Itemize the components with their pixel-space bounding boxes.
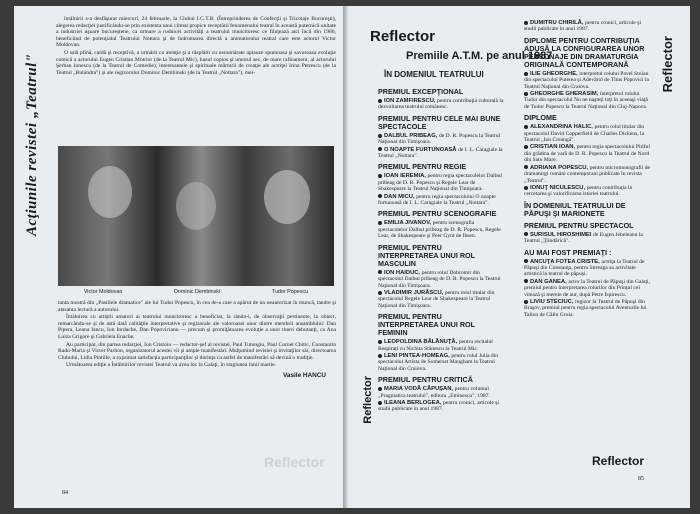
right-page-number: 85 [638, 476, 644, 482]
award-entry [524, 165, 650, 184]
award-entry [378, 147, 504, 160]
award-recipient: DALBUL PRIBEAG, [384, 132, 439, 139]
bullet-icon [524, 259, 528, 263]
award-recipient: ION ZAMFIRESCU, [384, 98, 438, 104]
caption-3: Tudor Popescu [271, 289, 309, 295]
award-entry [524, 144, 650, 163]
bullet-icon [378, 174, 382, 178]
awards-column-2 [524, 20, 650, 319]
award-entry [524, 279, 650, 298]
reflector-side-label-top: Reflector [660, 36, 675, 93]
signature: Vasile HANCU [283, 371, 326, 379]
award-entry [378, 386, 504, 399]
bullet-icon [378, 354, 382, 358]
bullet-icon [378, 401, 382, 405]
award-heading: PREMIUL PENTRU CRITICĂ [378, 375, 473, 385]
award-recipient: DAN GANEA, [530, 278, 569, 285]
bullet-icon [524, 186, 528, 190]
award-heading: PREMIUL PENTRU INTERPRETAREA UNUI ROL MASCULIN [378, 242, 475, 268]
award-description: pentru rolul titular din spectacolul David Copperfield de Charles Dickens, la Teatrul „Ion Creangă". [524, 124, 645, 144]
caption-2: Dominic Dembinski [174, 289, 221, 295]
award-recipient: LIVIU STECIUC, [530, 298, 576, 305]
award-recipient: DUMITRU CHIRILĂ, [530, 20, 586, 26]
left-page [14, 6, 344, 508]
caption-1: Victor Moldovan [83, 289, 123, 295]
award-entry [378, 98, 504, 111]
bullet-icon [378, 221, 382, 225]
award-entry [378, 194, 504, 207]
award-recipient: LENI PINTEA-HOMEAG, [384, 352, 452, 359]
article-paragraph-3: tanta mostră din „Pastilele dramatice" ale lui Tudor Popescu, în cea de-a care a apărut de un neautorizat în muncă, tandre şi atasanta lectură a autorului. [58, 300, 336, 313]
article-paragraph-1: întâlnirii s-a desfăşurat miercuri, 24 februarie, la Clubul I.C.T.B. (Întreprinderea de Confecţii şi Tricotaje Bucureşti), alegerea redacţiei justificându-se prin existenta unui climat propice receptării fenomenului teatral în această puternică unitate a industriei uşoare bucureştene, ca urmare a rodnicei activităţi a teatrului muncitoresc ce fiinţează aici încă din 1980, beneficiind de potenţialul Teatrului Nottara şi de îndrumarea directă a animatorului teatral care este actorul Victor Moldovan. [56, 16, 336, 49]
bullet-icon [524, 279, 528, 283]
bullet-icon [378, 147, 382, 151]
award-recipient: GHEORGHE GHERASIM, [530, 91, 600, 98]
vertical-title: Acţiunile revistei „Teatrul" [24, 53, 40, 236]
award-entry [524, 299, 650, 318]
award-recipient: MARIA VODĂ CĂPUŞAN, [384, 386, 455, 393]
award-recipient: ADRIANA POPESCU, [530, 164, 590, 171]
bullet-icon [378, 387, 382, 391]
award-recipient: ALEXANDRINA HALIC, [530, 124, 595, 131]
award-description: pentru scenografia spectacolelor Dalbul pribeag de D. R. Popescu, Regele Lear, de Shakespeare şi Peer Gynt de Ibsen. [378, 220, 501, 240]
award-description: pentru rolul titular din spectacolul Regele Lear de Shakespeare la Teatrul Naţional din Timişoara. [378, 289, 495, 309]
bullet-icon [378, 340, 382, 344]
award-description: regizor la Teatrul de Păpuşi din Braşov, premiul pentru regia spectacolul Aventurile lui Talion de Călin Gruia. [524, 298, 647, 318]
award-recipient: SURISUL HIROSHIMEI [530, 231, 594, 238]
award-recipient: VLADIMIR JURĂSCU, [384, 289, 445, 296]
award-recipient: IONUŢ NICULESCU, [530, 184, 587, 191]
award-heading: PREMIUL PENTRU INTERPRETAREA UNUI ROL FEMININ [378, 312, 475, 338]
award-entry [378, 400, 504, 413]
bullet-icon [524, 21, 528, 25]
award-recipient: ANCUŢA FOTEA CRISTE, [530, 258, 602, 265]
main-title: Premiile A.T.M. pe anul 1987 [406, 50, 553, 62]
bullet-icon [378, 194, 382, 198]
award-entry [378, 133, 504, 146]
article-paragraph-2: O sală plină, caldă şi receptivă, a urmărit cu atenţie şi a răsplătit cu nenumărate aplauze spumoasa şi savuroasa evoluţie comică a actorului Eugen Cristian Motrior (de la Teatrul Mic), hazul copios şi umorul sec, de mare rafinament, al actorului Şerban Ionescu (de la Teatrul de Comedie), interesantele şi spirituale mărturii de creaţie ale actriţei Irina Petrescu (de la Teatrul „Bulandra") şi ale regizorului Dominic Dembinski (de la Teatrul „Nottara"), mei- [56, 49, 336, 76]
award-description: pentru rolul Julia din spectacolul Artista de Somerset Maugham la Teatrul Naţional din Craiova. [378, 352, 499, 372]
award-entry [378, 353, 504, 372]
award-entry [524, 232, 650, 245]
portrait-figure-2 [176, 182, 216, 230]
award-recipient: O NOAPTE FURTUNOASĂ [384, 146, 459, 153]
award-entry [378, 220, 504, 239]
award-recipient: EMILIA JIVANOV, [384, 220, 433, 227]
award-recipient: CRISTIAN IOAN, [530, 144, 577, 151]
award-heading: DIPLOME PENTRU CONTRIBUŢIA ADUSĂ LA CONFIGURAREA UNOR PERSONAJE DIN DRAMATURGIA ORIGINALĂ CONTEMPORANĂ [524, 35, 645, 69]
award-entry [378, 270, 504, 289]
award-description: de D. R. Popescu la Teatrul Naţional din Timişoara. [378, 132, 501, 146]
right-page [348, 6, 690, 508]
bullet-icon [524, 165, 528, 169]
award-heading: AU MAI FOST PREMIAŢI : [524, 247, 612, 257]
reflector-header: Reflector [370, 28, 436, 45]
award-description: actor la Teatrul de Păpuşi din Galaţi, premiul pentru interpretarea rolurilor din Prinţul cel vitează şi merele de aur, după Petre Ispirescu. [524, 278, 651, 298]
award-description: de I. L. Caragiale la Teatrul „Nottara". [378, 146, 503, 160]
bullet-icon [524, 72, 528, 76]
award-entry [524, 20, 650, 33]
award-recipient: DAN MICU, [384, 193, 417, 200]
bullet-icon [524, 145, 528, 149]
bullet-icon [378, 134, 382, 138]
award-description: pentru regia spectacolului Pitiful din grădina de vară de D. R. Popescu la Teatrul de Nord din Satu Mare. [524, 144, 650, 164]
award-description: actriţa la Teatrul de Păpuşi din Constanţa, pentru întreaga sa activitate artistică la teatrul de păpuşi. [524, 258, 645, 278]
award-entry [524, 259, 650, 278]
award-description: pentru volumul „Pragmatica teatrului", editura „Eminescu", 1987. [378, 386, 490, 399]
award-entry [378, 173, 504, 192]
award-description: pentru regia spectacolelor Dalbul pribeag de D. R. Popescu şi Regele Lear de Shakespeare la Teatrul Naţional din Timişoara. [378, 173, 502, 193]
bullet-icon [378, 99, 382, 103]
left-page-number: 84 [62, 490, 68, 496]
award-heading: PREMIUL PENTRU SCENOGRAFIE [378, 209, 497, 219]
award-entry [524, 91, 650, 110]
article-paragraph-6: Următoarea ediţie a Întâlnirilor revistei Teatrul va avea loc la Galaţi, în stagiunea lunii martie. [66, 362, 277, 369]
award-description: pentru cronici, articole şi studii publicate în anul 1987. [378, 399, 499, 413]
award-description: pentru rolul Dobromir din spectacolul Dalbul pribeag de D. R. Popescu la Teatrul Naţional din Timişoara. [378, 269, 501, 289]
bullet-icon [524, 125, 528, 129]
section-title: ÎN DOMENIUL TEATRULUI [384, 70, 484, 79]
award-entry [378, 339, 504, 352]
award-heading: PREMIUL PENTRU SPECTACOL [524, 220, 634, 230]
article-paragraph-5: Au participat, din partea redacţiei, Ion Cristoiu — redactor-şef al revistei, Paul Tutungiu, Paul Cornel Chitic, Constantin Radu-Maria şi Victor Parhon, organizatorul acestei vii şi ample manifestări. Mulţumind revistei şi invitaţilor săi, directoarea Clubului, Lidia Pintilie, a exprimat satisfacţia participanţilor şi dorinţa ca astfel de manifestări să devină o tradiţie. [58, 341, 336, 361]
award-description: pentru contribuţia culturală la dezvoltarea teatrului românesc. [378, 98, 504, 111]
award-description: interpretul rolului Tudor din spectacolul Nu ne naşteţi toţi în aceeaşi viaţă de Tudor Popescu la Teatrul Naţional din Cluj-Napoca. [524, 91, 648, 110]
bullet-icon [524, 92, 528, 96]
award-heading: ÎN DOMENIUL TEATRULUI DE PĂPUŞI ŞI MARIONETE [524, 200, 626, 218]
watermark-reflector: Reflector [264, 454, 325, 470]
award-description: pentru cronici, articole şi studii publicate în anul 1987. [524, 20, 641, 33]
reflector-bottom-label: Reflector [592, 454, 645, 468]
award-description: pentru contribuţia la cercetarea şi valorificarea istoriei teatrului. [524, 184, 633, 198]
award-recipient: ILIE GHEORGHE, [530, 70, 580, 77]
reflector-side-label-left: Reflector [362, 376, 374, 424]
award-heading: PREMIUL PENTRU REGIE [378, 162, 467, 172]
award-description: pentru regia spectacolului O noapte furtunoasă de I. L. Caragiale la Teatrul „Nottara". [378, 193, 496, 207]
award-recipient: ILEANA BERLOGEA, [384, 399, 444, 406]
award-heading: DIPLOME [524, 113, 557, 123]
award-description: pentru micromonografii de dramaturgi români contemporani publicate în revista „Teatrul". [524, 164, 650, 184]
award-recipient: IOAN IEREMIA, [384, 173, 428, 180]
award-description: interpretul rolului Pavel Stoian din spectacolul Puterea şi Adevărul de Titus Popovici la Teatrul Naţional din Craiova. [524, 70, 649, 90]
portrait-figure-3 [264, 170, 310, 224]
award-entry [524, 71, 650, 90]
awards-column-1 [378, 84, 504, 414]
award-entry [378, 290, 504, 309]
portrait-figure-1 [88, 166, 132, 218]
award-entry [524, 124, 650, 143]
award-description: de Eugen Jebeleanu la Teatrul „Ţăndărică". [524, 231, 643, 245]
award-heading: PREMIUL PENTRU CELE MAI BUNE SPECTACOLE [378, 113, 501, 131]
bullet-icon [524, 232, 528, 236]
award-recipient: LEOPOLDINA BĂLĂNUŢĂ, [384, 339, 459, 346]
award-entry [524, 185, 650, 198]
award-description: pentru recitalul Respiraţi cu Nichita Stănescu la Teatrul Mic. [378, 339, 493, 352]
photo-portraits [58, 146, 334, 286]
article-paragraph-4: Întâlnirea cu artiştii amatori ai teatrului muncitoresc a beneficiat, la rându-i, de observaţii pertinente, la obiect, remarcându-se şi de astă dată calităţile interpretative şi regizorale ale valoroasei unor dintre membrii ansamblului: Dan Pipera, Leana Iancu, Ion Iordache, Dan Popovicianu — precum şi promiţătoarea evoluţie a unor tineri debutanţi, ca Ana Luiza Grigore şi Gabriela Enache. [58, 314, 336, 340]
bullet-icon [524, 300, 528, 304]
bullet-icon [378, 291, 382, 295]
bullet-icon [378, 270, 382, 274]
award-recipient: ION HAIDUC, [384, 269, 422, 276]
award-heading: PREMIUL EXCEPŢIONAL [378, 87, 464, 96]
